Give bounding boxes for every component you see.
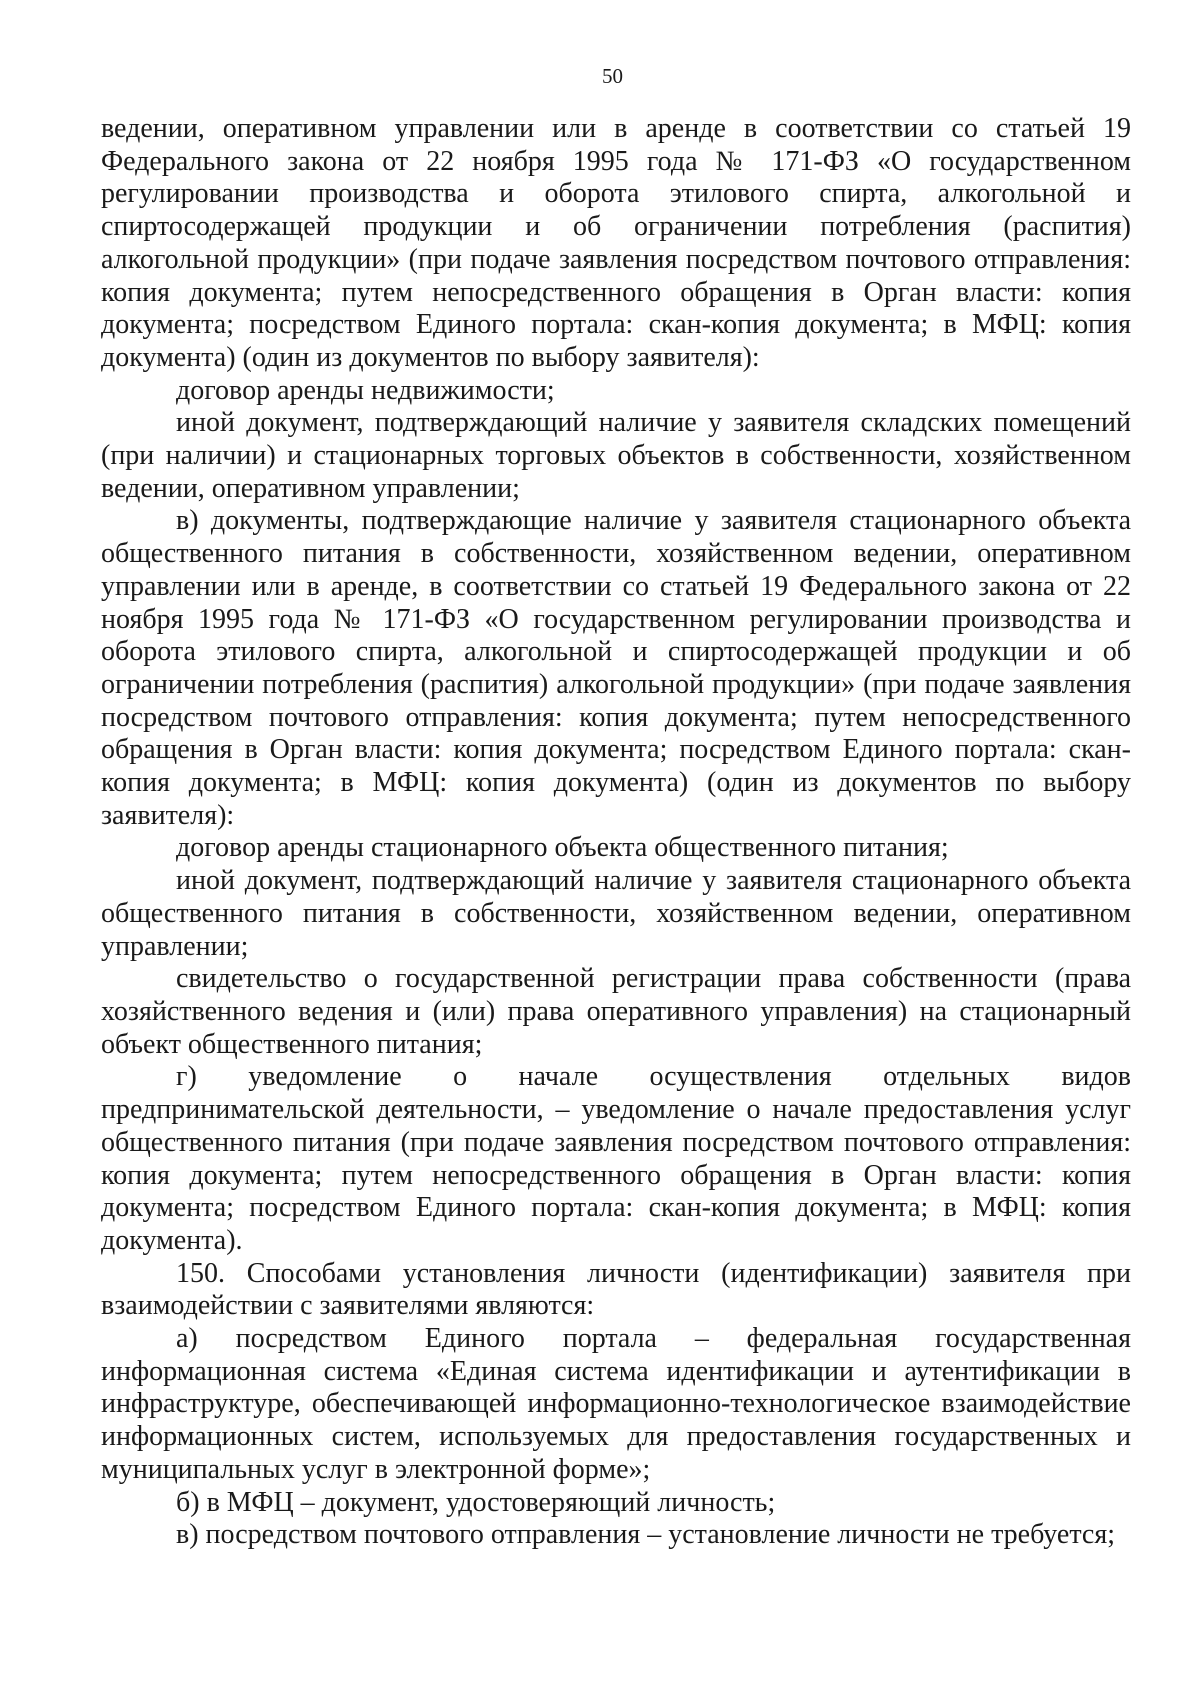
document-body (101, 113, 1131, 1552)
paragraph-item-g-notification: г) уведомление о начале осуществления отдельных видов предпринимательской деятельности, – уведомление о начале предоставления услуг общественного питания (при подаче заявления посредством почтового отправления: копия документа; путем непосредственного обращения в Орган власти: копия документа; посредством Единого портала: скан-копия документа; в МФЦ: копия документа). (101, 1061, 1131, 1256)
paragraph-item-v-postal: в) посредством почтового отправления – установление личности не требуется; (176, 1519, 1115, 1551)
paragraph-other-document-catering: иной документ, подтверждающий наличие у заявителя стационарного объекта общественного питания в собственности, хозяйственном ведении, оперативном управлении; (101, 865, 1131, 962)
paragraph-continuation: ведении, оперативном управлении или в аренде в соответствии со статьей 19 Федерального закона от 22 ноября 1995 года № 171-ФЗ «О государственном регулировании производства и оборота этилового спирта, алкогольной и спиртосодержащей продукции и об ограничении потребления (распития) алкогольной продукции» (при подаче заявления посредством почтового отправления: копия документа; путем непосредственного обращения в Орган власти: копия документа; посредством Единого портала: скан-копия документа; в МФЦ: копия документа) (один из документов по выбору заявителя): (101, 113, 1131, 373)
paragraph-other-document-warehouse: иной документ, подтверждающий наличие у заявителя складских помещений (при наличии) и стационарных торговых объектов в собственности, хозяйственном ведении, оперативном управлении; (101, 407, 1131, 504)
paragraph-item-v-catering-documents: в) документы, подтверждающие наличие у заявителя стационарного объекта общественного питания в собственности, хозяйственном ведении, оперативном управлении или в аренде, в соответствии со статьей 19 Федерального закона от 22 ноября 1995 года № 171-ФЗ «О государственном регулировании производства и оборота этилового спирта, алкогольной и спиртосодержащей продукции и об ограничении потребления (распития) алкогольной продукции» (при подаче заявления посредством почтового отправления: копия документа; путем непосредственного обращения в Орган власти: копия документа; посредством Единого портала: скан-копия документа; в МФЦ: копия документа) (один из документов по выбору заявителя): (101, 505, 1131, 831)
paragraph-item-b-mfc: б) в МФЦ – документ, удостоверяющий личность; (176, 1486, 776, 1518)
paragraph-150-identification: 150. Способами установления личности (идентификации) заявителя при взаимодействии с заявителями являются: (101, 1257, 1131, 1322)
paragraph-item-a-unified-portal: а) посредством Единого портала – федеральная государственная информационная система «Единая система идентификации и аутентификации в инфраструктуре, обеспечивающей информационно-технологическое взаимодействие информационных систем, используемых для предоставления государственных и муниципальных услуг в электронной форме»; (101, 1323, 1131, 1485)
paragraph-lease-catering: договор аренды стационарного объекта общественного питания; (176, 832, 949, 864)
page-number: 50 (602, 64, 623, 88)
paragraph-registration-certificate: свидетельство о государственной регистрации права собственности (права хозяйственного ведения и (или) права оперативного управления) на стационарный объект общественного питания; (101, 963, 1131, 1060)
paragraph-lease-real-estate: договор аренды недвижимости; (176, 374, 555, 406)
